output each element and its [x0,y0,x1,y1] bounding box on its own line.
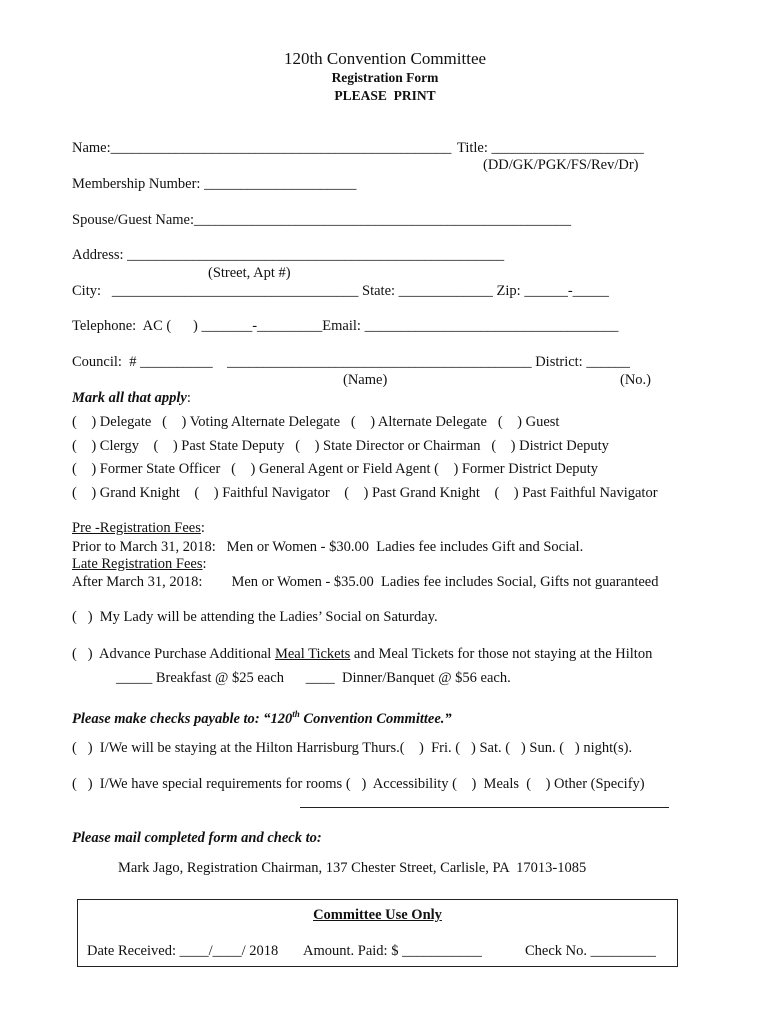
payable-start: Please make checks payable to [72,710,255,727]
late-registration-colon: : [202,556,207,572]
address-hint: (Street, Apt #) [208,265,291,281]
check-number-field: Check No. _________ [525,943,656,959]
address-field[interactable]: Address: ____________________________________________________ [72,247,505,263]
form-subtitle: Registration Form [331,70,439,85]
role-row[interactable]: ( ) Delegate ( ) Voting Alternate Delegate ( ) Alternate Delegate ( ) Guest [72,414,560,430]
pre-registration-colon: : [200,520,205,536]
name-field[interactable]: Name:_______________________________________________ [72,140,452,156]
council-no-hint: (No.) [620,372,652,388]
prior-fee: Prior to March 31, 2018: Men or Women - $30.00 Ladies fee includes Gift and Social. [72,539,584,555]
late-registration-heading [72,556,207,573]
role-row[interactable]: ( ) Clergy ( ) Past State Deputy ( ) State Director or Chairman ( ) District Deputy [72,438,609,454]
special-requirements-option[interactable]: ( ) I/We have special requirements for rooms ( ) Accessibility ( ) Meals ( ) Other (Specify) [72,776,645,792]
late-registration-label: Late Registration Fees [72,556,203,572]
meal-prices[interactable]: _____ Breakfast @ $25 each ____ Dinner/Banquet @ $56 each. [116,670,511,686]
after-fee: After March 31, 2018: Men or Women - $35.00 Ladies fee includes Social, Gifts not guaranteed [72,574,659,590]
date-received-field: Date Received: ____/____/ 2018 [87,943,279,959]
title-field[interactable]: Title: _____________________ [457,140,644,156]
meal-tickets-link: Meal Tickets [274,646,351,662]
checks-payable-note [72,706,452,728]
meal-ticket-option[interactable] [72,646,652,663]
mail-address: Mark Jago, Registration Chairman, 137 Chester Street, Carlisle, PA 17013-1085 [118,860,587,876]
meal-suffix: and Meal Tickets for those not staying at the Hilton [350,646,653,662]
form-title: 120th Convention Committee [283,49,487,68]
spouse-field[interactable]: Spouse/Guest Name:____________________________________________________ [72,212,572,228]
pre-registration-label: Pre -Registration Fees [72,520,201,536]
payable-sup: th [292,709,300,719]
city-state-zip-field[interactable]: City: __________________________________ State: _____________ Zip: ______-_____ [72,283,609,299]
role-row[interactable]: ( ) Grand Knight ( ) Faithful Navigator ( ) Past Grand Knight ( ) Past Faithful Navigator [72,485,658,501]
committee-heading: Committee Use Only [313,907,442,923]
telephone-email-field[interactable]: Telephone: AC ( ) _______-_________Email: ___________________________________ [72,318,619,334]
title-options: (DD/GK/PGK/FS/Rev/Dr) [483,157,639,173]
print-note: PLEASE PRINT [334,88,436,103]
amount-paid-field: Amount. Paid: $ ___________ [303,943,482,959]
mark-all-heading [72,390,191,407]
specify-line[interactable] [300,807,669,808]
hotel-stay-option[interactable]: ( ) I/We will be staying at the Hilton Harrisburg Thurs.( ) Fri. ( ) Sat. ( ) Sun. ( ) night(s). [72,740,633,756]
pre-registration-heading [72,520,205,537]
payable-mid: : “120 [254,710,293,727]
membership-field[interactable]: Membership Number: _____________________ [72,176,357,192]
meal-prefix: ( ) Advance Purchase Additional [72,646,275,662]
role-row[interactable]: ( ) Former State Officer ( ) General Agent or Field Agent ( ) Former District Deputy [72,461,599,477]
ladies-social-option[interactable]: ( ) My Lady will be attending the Ladies’ Social on Saturday. [72,609,438,625]
council-field[interactable]: Council: # __________ __________________________________________ District: ______ [72,354,630,370]
mark-all-colon: : [186,390,191,406]
council-name-hint: (Name) [343,372,388,388]
mark-all-heading-text: Mark all that apply [72,390,187,406]
payable-end: Convention Committee.” [299,710,452,727]
mail-heading: Please mail completed form and check to: [72,830,322,846]
